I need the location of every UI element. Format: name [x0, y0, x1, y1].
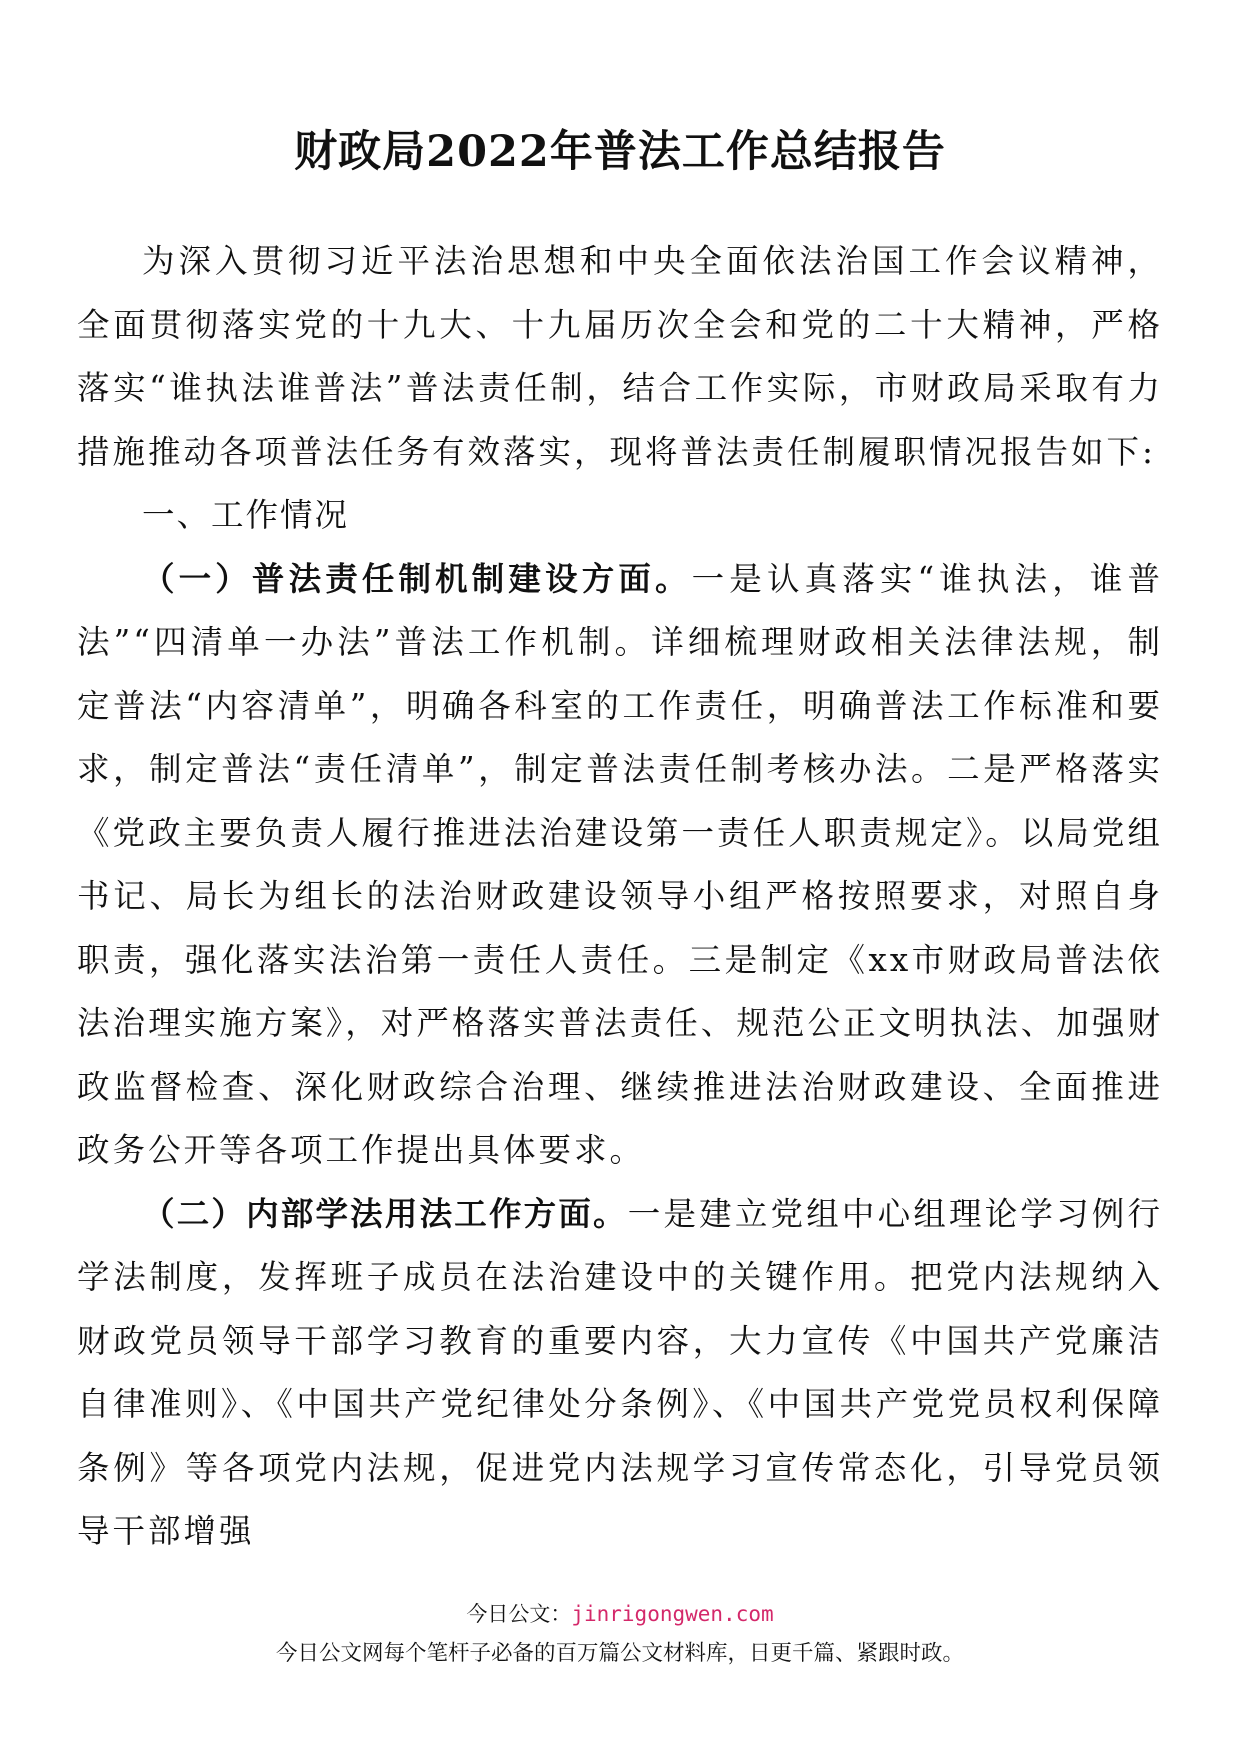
footer-site [0, 1598, 1240, 1628]
subsection-paragraph-2 [77, 1183, 1163, 1564]
document-body [77, 230, 1163, 1564]
subsection-paragraph-1 [77, 548, 1163, 1183]
footer-site-label: 今日公文： [466, 1602, 572, 1626]
intro-paragraph: 为深入贯彻习近平法治思想和中央全面依法治国工作会议精神，全面贯彻落实党的十九大、十九届历次全会和党的二十大精神，严格落实“谁执法谁普法”普法责任制，结合工作实际，市财政局采取有力措施推动各项普法任务有效落实，现将普法责任制履职情况报告如下: [77, 242, 1163, 471]
subsection-heading-2: （二）内部学法用法工作方面。 [142, 1194, 628, 1233]
section-heading-1: 一、工作情况 [142, 496, 350, 534]
subsection-heading-1: （一）普法责任制机制建设方面。 [142, 559, 692, 598]
footer-site-url[interactable]: jinrigongwen.com [571, 1602, 774, 1626]
footer-slogan: 今日公文网每个笔杆子必备的百万篇公文材料库，日更千篇、紧跟时政。 [275, 1641, 964, 1666]
subsection-body-1: 一是认真落实“谁执法，谁普法”“四清单一办法”普法工作机制。详细梳理财政相关法律法规，制定普法“内容清单”，明确各科室的工作责任，明确普法工作标准和要求，制定普法“责任清单”，制定普法责任制考核办法。二是严格落实《党政主要负责人履行推进法治建设第一责任人职责规定》。以局党组书记、局长为组长的法治财政建设领导小组严格按照要求，对照自身职责，强化落实法治第一责任人责任。三是制定《xx市财政局普法依法治理实施方案》，对严格落实普法责任、规范公正文明执法、加强财政监督检查、深化财政综合治理、继续推进法治财政建设、全面推进政务公开等各项工作提出具体要求。 [77, 559, 1163, 1169]
document-title: 财政局2022年普法工作总结报告 [294, 127, 946, 177]
subsection-body-2: 一是建立党组中心组理论学习例行学法制度，发挥班子成员在法治建设中的关键作用。把党内法规纳入财政党员领导干部学习教育的重要内容，大力宣传《中国共产党廉洁自律准则》、《中国共产党纪律处分条例》、《中国共产党党员权利保障条例》等各项党内法规，促进党内法规学习宣传常态化，引导党员领导干部增强 [77, 1194, 1163, 1550]
